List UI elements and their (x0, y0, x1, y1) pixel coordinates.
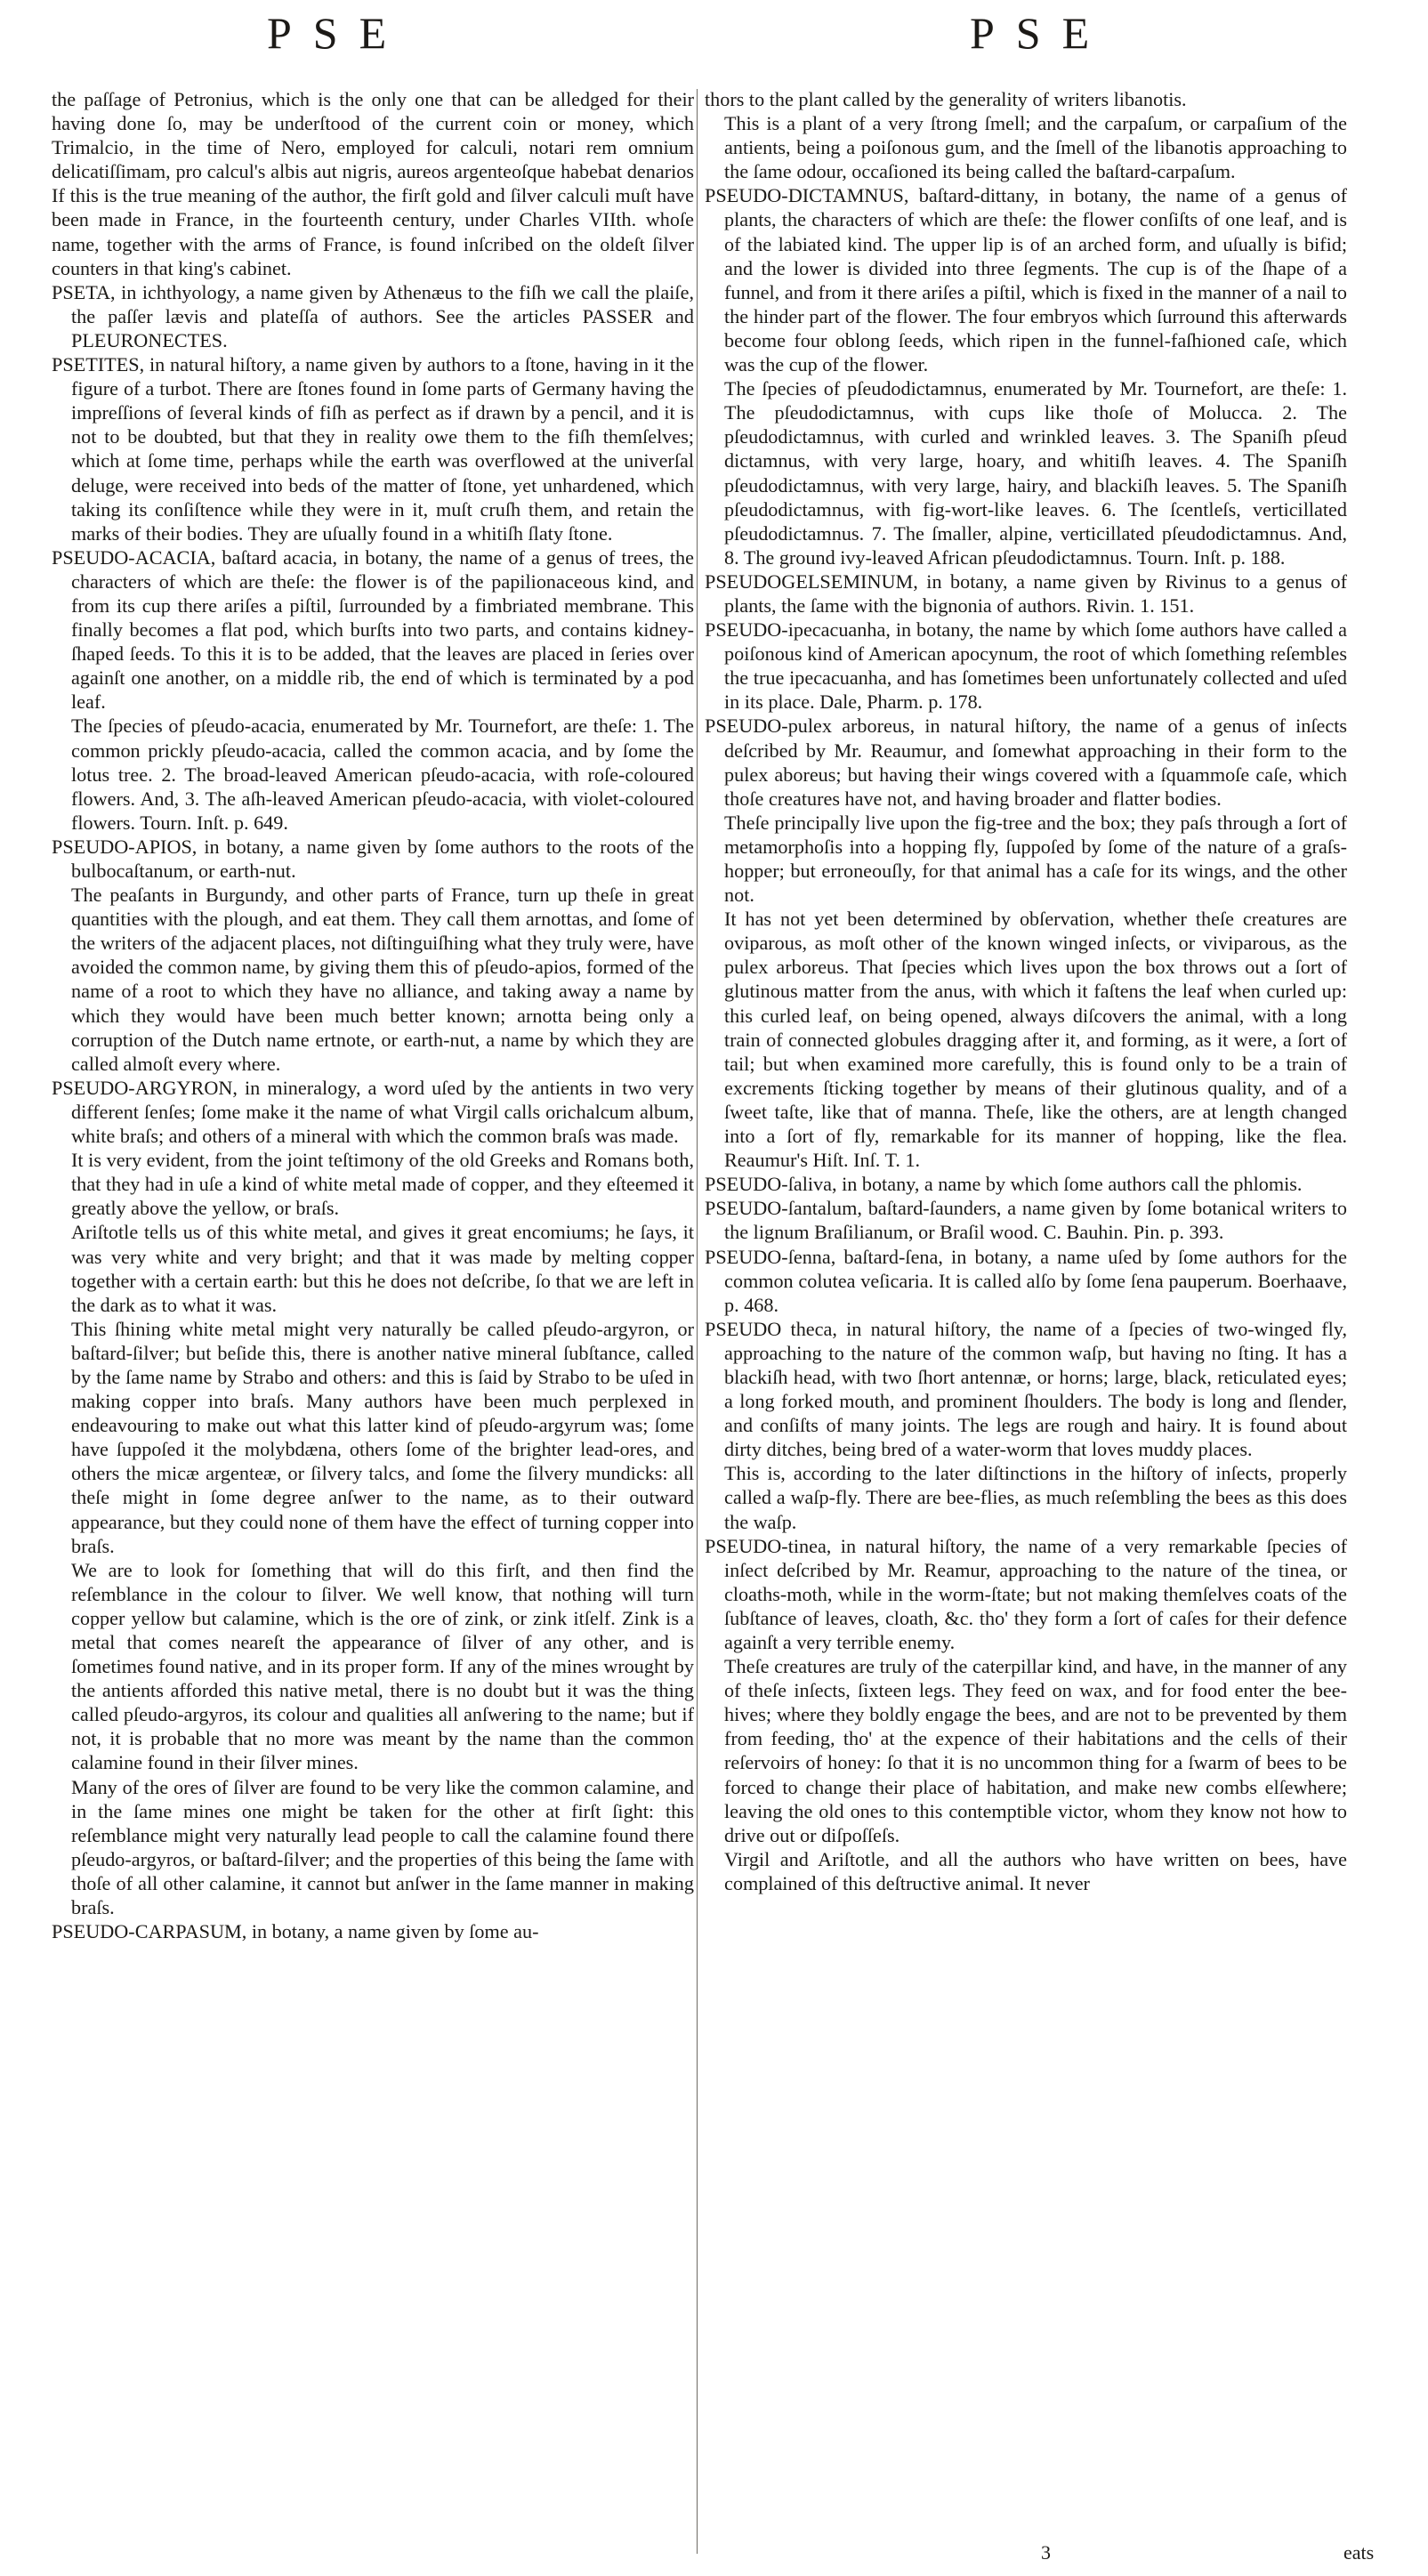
paragraph: the paſſage of Petronius, which is the only one that can be alledged for their having done ſo, may be underſtood of the current coin or money, which Trimalcio, in the time of Nero, employed for calculi, notari rem omnium delicatiſſimam, pro calcul's albis aut nigris, aureos argenteoſque habebat denarios If this is the true meaning of the author, the firſt gold and ſilver calculi muſt have been made in France, in the fourteenth century, under Charles VIIth. whoſe name, together with the arms of France, is found inſcribed on the oldeſt ſilver counters in that king's cabinet. (52, 88, 694, 279)
paragraph: PSEUDO-ARGYRON, in mineralogy, a word uſed by the antients in two very different ſenſes; ſome make it the name of what Virgil calls orichalcum album, white braſs; and others of a mineral with which the common braſs was made. (52, 1076, 694, 1148)
paragraph: PSEUDO-ACACIA, baſtard acacia, in botany, the name of a genus of trees, the characters of which are theſe: the flower is of the papilionaceous kind, and from its cup there ariſes a piſtil, ſurrounded by a fimbriated membrane. This finally becomes a flat pod, which burſts into two parts, and contains kidney-ſhaped ſeeds. To this it is to be added, that the leaves are placed in ſeries over againſt one another, on a middle rib, the end of which is terminated by a pod leaf. (52, 545, 694, 714)
running-head-left: PSE (267, 8, 408, 58)
paragraph: PSEUDOGELSEMINUM, in botany, a name given by Rivinus to a genus of plants, the ſame with the bignonia of authors. Rivin. 1. 151. (705, 569, 1347, 617)
page-number: 3 (1041, 2541, 1051, 2564)
paragraph: This ſhining white metal might very naturally be called pſeudo-argyron, or baſtard-ſilver; but beſide this, there is another native mineral ſubſtance, called by the ſame name by Strabo and others: and this is ſaid by Strabo to be uſed in making copper into braſs. Many authors have been much perplexed in endeavouring to make out what this latter kind of pſeudo-argyrum was; ſome have ſuppoſed it the molybdæna, others ſome of the brighter lead-ores, and others the micæ argenteæ, or ſilvery talcs, and ſome the ſilvery mundicks: all theſe might in ſome degree anſwer to the name, as to their outward appearance, but they could none of them have the effect of turning copper into braſs. (71, 1317, 694, 1557)
paragraph: PSEUDO-tinea, in natural hiſtory, the name of a very remarkable ſpecies of inſect deſcribed by Mr. Reamur, approaching to the nature of the tinea, or cloaths-moth, while in the worm-ſtate; but not making themſelves coats of the ſubſtance of leaves, cloath, &c. tho' they form a ſort of caſes for their defence againſt a very terrible enemy. (705, 1534, 1347, 1653)
paragraph: PSEUDO-ipecacuanha, in botany, the name by which ſome authors have called a poiſonous kind of American apocynum, the root of which ſomething reſembles the true ipecacuanha, and has ſometimes been unfortunately collected and uſed in its place. Dale, Pharm. p. 178. (705, 618, 1347, 714)
paragraph: thors to the plant called by the generality of writers libanotis. (705, 88, 1187, 110)
paragraph: PSEUDO-DICTAMNUS, baſtard-dittany, in botany, the name of a genus of plants, the characters of which are theſe: the flower conſiſts of one leaf, and is of the labiated kind. The upper lip is of an arched form, and uſually is bifid; and the lower is divided into three ſegments. The cup is of the ſhape of a funnel, and from it there ariſes a piſtil, which is fixed in the manner of a nail to the hinder part of the flower. The four embryos which ſurround this afterwards become four oblong ſeeds, which ripen in the funnel-faſhioned caſe, which was the cup of the flower. (705, 184, 1347, 376)
paragraph: PSEUDO theca, in natural hiſtory, the name of a ſpecies of two-winged fly, approaching to the nature of the common waſp, but having no ſting. It has a blackiſh head, with two ſhort antennæ, or horns; large, black, reticulated eyes; a long forked mouth, and prominent ſhoulders. The body is long and ſlender, and conſiſts of many joints. The legs are rough and hairy. It is found about dirty ditches, being bred of a water-worm that loves muddy places. (705, 1317, 1347, 1461)
column-divider (697, 89, 698, 2554)
paragraph: The ſpecies of pſeudodictamnus, enumerated by Mr. Tournefort, are theſe: 1. The pſeudodictamnus, with cups like thoſe of Molucca. 2. The pſeudodictamnus, with curled and wrinkled leaves. 3. The Spaniſh pſeud dictamnus, with very large, hoary, and whitiſh leaves. 4. The Spaniſh pſeudodictamnus, with very large, hairy, and blackiſh leaves. 5. The Spaniſh pſeudodictamnus, with fig-wort-like leaves. 6. The ſcentleſs, verticillated pſeudodictamnus. 7. The ſmaller, alpine, verticillated pſeudodictamnus. And, 8. The ground ivy-leaved African pſeudodictamnus. Tourn. Inſt. p. 188. (724, 377, 1347, 569)
paragraph: We are to look for ſomething that will do this firſt, and then find the reſemblance in the colour to ſilver. We well know, that nothing will turn copper yellow but calamine, which is the ore of zink, or zink itſelf. Zink is a metal that comes neareſt the appearance of ſilver of any other, and is ſometimes found native, and in its proper form. If any of the mines wrought by the antients afforded this native metal, there is no doubt but it was the thing called pſeudo-argyros, its colour and qualities all anſwering to the name; but if not, it is probable that no more was meant by the name than the common calamine found in their ſilver mines. (71, 1558, 694, 1774)
paragraph: PSEUDO-ſantalum, baſtard-ſaunders, a name given by ſome botanical writers to the lignum Braſilianum, or Braſil wood. C. Bauhin. Pin. p. 393. (705, 1197, 1347, 1244)
paragraph: PSEUDO-ſaliva, in botany, a name by which ſome authors call the phlomis. (705, 1173, 1303, 1196)
left-column (52, 87, 694, 2543)
catchword: eats (1343, 2541, 1375, 2564)
running-head-right: PSE (970, 8, 1111, 58)
paragraph: Theſe principally live upon the fig-tree and the box; they paſs through a ſort of metamorphoſis into a hopping fly, ſuppoſed by ſome of the nature of a graſs-hopper; but erroneouſly, for that animal has a caſe for its wings, and the other not. (724, 811, 1347, 907)
paragraph: It has not yet been determined by obſervation, whether theſe creatures are oviparous, as moſt other of the known winged inſects, or viviparous, as the pulex arboreus. That ſpecies which lives upon the box throws out a ſort of glutinous matter from the anus, with which it faſtens the leaf when curled up: this curled leaf, on being opened, always diſcovers the animal, with a long train of connected globules dragging after it, and forming, as it were, a ſort of tail; but when examined more carefully, this is found only to be a train of excrements ſticking together by means of their glutinous quality, and of a ſweet taſte, like that of manna. Theſe, like the others, are at length changed into a ſort of fly, remarkable for its manner of hopping, like the flea. Reaumur's Hiſt. Inſ. T. 1. (724, 908, 1347, 1172)
paragraph: Ariſtotle tells us of this white metal, and gives it great encomiums; he ſays, it was very white and very bright; and that it was made by melting copper together with a certain earth: but this he does not deſcribe, ſo that we are left in the dark as to what it was. (71, 1221, 694, 1316)
paragraph: The peaſants in Burgundy, and other parts of France, turn up theſe in great quantities with the plough, and eat them. They call them arnottas, and ſome of the writers of the adjacent places, not diſtinguiſhing what they truly were, have avoided the common name, by giving them this of pſeudo-apios, formed of the name of a root to which they have no alliance, and taking away a name by which they would have been much better known; arnotta being only a corruption of the Dutch name ertnote, or earth-nut, a name by which they are called almoſt every where. (71, 884, 694, 1075)
paragraph: This is, according to the later diſtinctions in the hiſtory of inſects, properly called a waſp-fly. There are bee-flies, as much reſembling the bees as this does the waſp. (724, 1462, 1347, 1533)
paragraph: PSEUDO-CARPASUM, in botany, a name given by ſome au- (52, 1920, 539, 1943)
paragraph: PSETITES, in natural hiſtory, a name given by authors to a ſtone, having in it the figure of a turbot. There are ſtones found in ſome parts of Germany having the impreſſions of ſeveral kinds of fiſh as perfect as if drawn by a pencil, and it is not to be doubted, but that they in reality owe them to the fiſh themſelves; which at ſome time, perhaps while the earth was overflowed at the univerſal deluge, were received into beds of the matter of ſtone, yet unhardened, which taking its conſiſtence while they were in it, muſt cruſh them, and retain the marks of their bodies. They are uſually found in a whitiſh ſlaty ſtone. (52, 353, 694, 545)
right-column (705, 87, 1347, 2543)
paragraph: Virgil and Ariſtotle, and all the authors who have written on bees, have complained of this deſtructive animal. It never (724, 1847, 1347, 1894)
paragraph: It is very evident, from the joint teſtimony of the old Greeks and Romans both, that they had in uſe a kind of white metal made of copper, and they eſteemed it greatly above the yellow, or braſs. (71, 1149, 694, 1220)
paragraph: Theſe creatures are truly of the caterpillar kind, and have, in the manner of any of theſe inſects, ſixteen legs. They feed on wax, and for food enter the bee-hives; where they boldly engage the bees, and are not to be prevented by them from feeding, tho' at the expence of their habitations and the cells of their reſervoirs of honey: ſo that it is no uncommon thing for a ſwarm of bees to be forced to change their place of habitation, and make new combs elſewhere; leaving the old ones to this contemptible victor, whom they know not how to drive out or diſpoſſeſs. (724, 1655, 1347, 1846)
paragraph: PSEUDO-pulex arboreus, in natural hiſtory, the name of a genus of inſects deſcribed by Mr. Reaumur, and ſomewhat approaching in their form to the pulex aboreus; but having their wings covered with a ſquammoſe caſe, which thoſe creatures have not, and having broader and flatter bodies. (705, 715, 1347, 810)
paragraph: PSEUDO-ſenna, baſtard-ſena, in botany, a name uſed by ſome authors for the common colutea veſicaria. It is called alſo by ſome ſena pauperum. Boerhaave, p. 468. (705, 1245, 1347, 1316)
paragraph: PSEUDO-APIOS, in botany, a name given by ſome authors to the roots of the bulbocaſtanum, or earth-nut. (52, 835, 694, 882)
paragraph: PSETA, in ichthyology, a name given by Athenæus to the fiſh we call the plaiſe, the paſſer lævis and plateſſa of authors. See the articles PASSER and PLEURONECTES. (52, 280, 694, 351)
paragraph: The ſpecies of pſeudo-acacia, enumerated by Mr. Tournefort, are theſe: 1. The common prickly pſeudo-acacia, called the common acacia, and by ſome the lotus tree. 2. The broad-leaved American pſeudo-acacia, with roſe-coloured flowers. And, 3. The aſh-leaved American pſeudo-acacia, with violet-coloured flowers. Tourn. Inſt. p. 649. (71, 715, 694, 834)
paragraph: Many of the ores of ſilver are found to be very like the common calamine, and in the ſame mines one might be taken for the other at firſt ſight: this reſemblance might very naturally lead people to call the calamine found there pſeudo-argyros, or baſtard-ſilver; and the properties of this being the ſame with thoſe of all other calamine, it cannot but anſwer in the ſame manner in making braſs. (71, 1775, 694, 1919)
paragraph: This is a plant of a very ſtrong ſmell; and the carpaſum, or carpaſium of the antients, being a poiſonous gum, and the ſmell of the libanotis approaching to the ſame odour, occaſioned its being called the baſtard-carpaſum. (724, 112, 1347, 183)
